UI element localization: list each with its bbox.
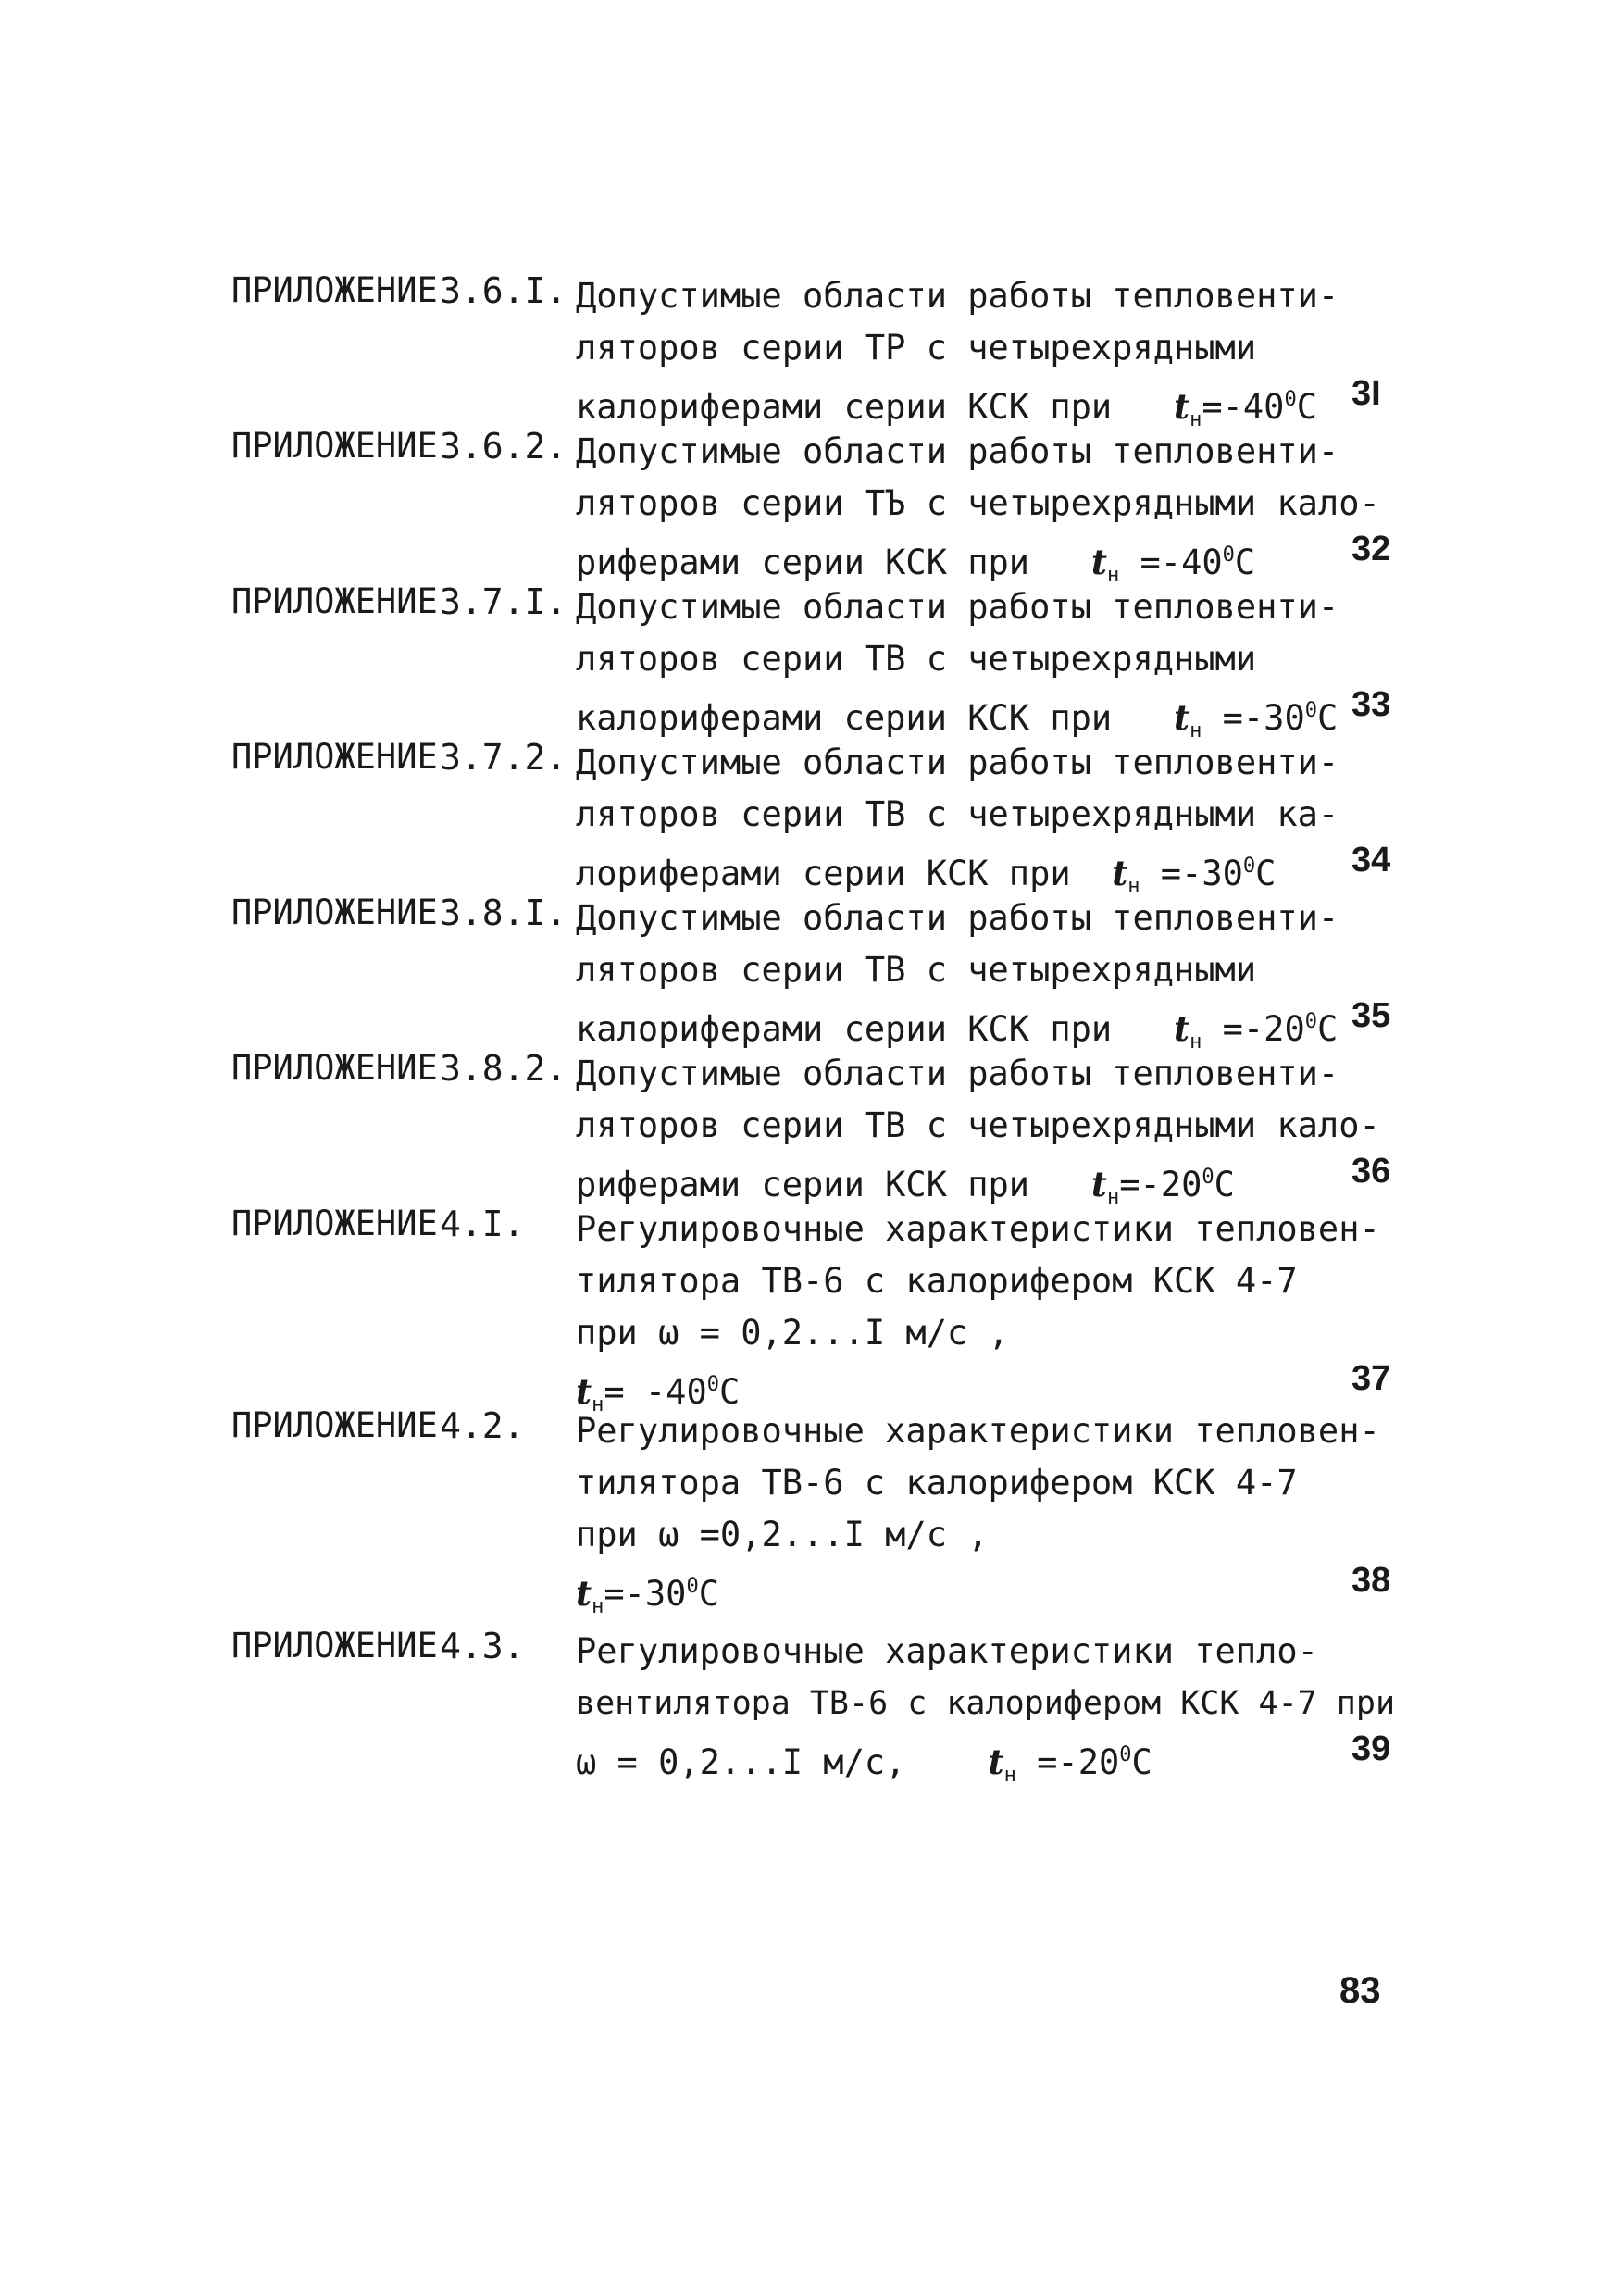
temperature-unit: С	[1255, 854, 1277, 893]
entry-number: 3.7.2.	[440, 737, 567, 778]
temperature-value: =-20	[1119, 1165, 1202, 1204]
temperature-subscript: н	[1189, 1030, 1202, 1054]
entry-label: ПРИЛОЖЕНИЕ	[231, 1204, 438, 1243]
entry-line: Допустимые области работы тепловенти-	[576, 898, 1339, 938]
temperature-value: =-40	[1202, 387, 1285, 427]
toc-entry	[231, 270, 1389, 437]
entry-line: ляторов серии ТВ с четырехрядными	[576, 950, 1257, 990]
entry-description	[576, 581, 1353, 742]
temperature-unit: С	[1317, 1009, 1339, 1049]
temperature-unit: С	[1234, 543, 1256, 582]
entry-number: 3.8.2.	[440, 1048, 567, 1089]
page-reference: 32	[1351, 530, 1391, 568]
entry-line	[576, 1359, 1353, 1416]
toc-entry	[231, 1405, 1389, 1618]
temperature-value: =-30	[1140, 854, 1243, 893]
temperature-value: =-20	[1202, 1009, 1305, 1049]
entry-description	[576, 892, 1353, 1054]
page-reference: 35	[1351, 996, 1391, 1035]
entry-line: Регулировочные характеристики тепловен-	[576, 1411, 1380, 1451]
temperature-value: =-30	[1202, 698, 1305, 738]
temperature-unit: С	[1214, 1165, 1235, 1204]
entry-line	[576, 996, 1353, 1054]
entry-description	[576, 737, 1353, 898]
entry-number: 3.6.2.	[440, 426, 567, 467]
entry-number: 4.2.	[440, 1405, 525, 1446]
entry-line: Допустимые области работы тепловенти-	[576, 276, 1339, 316]
degree-superscript: 0	[706, 1373, 719, 1396]
temperature-value: = -40	[604, 1372, 707, 1412]
page-reference: 38	[1351, 1561, 1391, 1600]
page-number: 83	[1339, 1970, 1381, 2011]
entry-label: ПРИЛОЖЕНИЕ	[231, 892, 438, 932]
entry-line-text: калориферами серии КСК при	[576, 698, 1113, 738]
entry-line: Допустимые области работы тепловенти-	[576, 431, 1339, 471]
entry-number: 4.3.	[440, 1626, 525, 1666]
entry-line	[576, 374, 1353, 431]
toc-entry	[231, 426, 1389, 593]
degree-superscript: 0	[1284, 388, 1297, 411]
entry-line	[576, 1729, 1353, 1787]
entry-line: вентилятора ТВ-6 с калорифером КСК 4-7 при	[576, 1685, 1396, 1722]
temperature-symbol: t	[576, 1371, 592, 1412]
entry-line: ляторов серии ТВ с четырехрядными кало-	[576, 1105, 1380, 1145]
temperature-symbol: t	[988, 1741, 1004, 1782]
temperature-subscript: н	[592, 1595, 604, 1618]
entry-line: ляторов серии ТВ с четырехрядными	[576, 639, 1257, 679]
temperature-subscript: н	[1107, 1186, 1120, 1209]
temperature-symbol: t	[1174, 386, 1190, 427]
entry-line: ляторов серии ТЪ с четырехрядными кало-	[576, 483, 1380, 523]
temperature-unit: С	[698, 1574, 719, 1614]
toc-entry	[231, 1048, 1389, 1215]
entry-line	[576, 1152, 1353, 1209]
page-reference: 33	[1351, 685, 1391, 724]
entry-line-text: риферами серии КСК при	[576, 1165, 1030, 1204]
entry-line: ляторов серии ТР с четырехрядными	[576, 328, 1257, 368]
temperature-value: =-20	[1015, 1742, 1120, 1782]
degree-superscript: 0	[1222, 543, 1235, 567]
entry-line	[576, 1561, 1353, 1618]
page-reference: 39	[1351, 1729, 1391, 1768]
temperature-unit: С	[1317, 698, 1339, 738]
entry-line-text: калориферами серии КСК при	[576, 387, 1113, 427]
temperature-subscript: н	[592, 1393, 604, 1416]
entry-label: ПРИЛОЖЕНИЕ	[231, 1048, 438, 1088]
entry-label: ПРИЛОЖЕНИЕ	[231, 737, 438, 777]
degree-superscript: 0	[1242, 855, 1256, 878]
entry-line: при ω = 0,2...I м/с ,	[576, 1313, 1009, 1353]
temperature-value: =-30	[604, 1574, 687, 1614]
entry-label: ПРИЛОЖЕНИЕ	[231, 1626, 438, 1666]
entry-line	[576, 841, 1353, 898]
temperature-symbol: t	[576, 1573, 592, 1614]
entry-line: Допустимые области работы тепловенти-	[576, 742, 1339, 782]
temperature-subscript: н	[1127, 875, 1140, 898]
entry-line: Допустимые области работы тепловенти-	[576, 587, 1339, 627]
temperature-symbol: t	[1112, 853, 1128, 893]
entry-label: ПРИЛОЖЕНИЕ	[231, 1405, 438, 1445]
degree-superscript: 0	[1202, 1166, 1214, 1189]
temperature-subscript: н	[1107, 564, 1120, 587]
entry-number: 3.6.I.	[440, 270, 567, 311]
degree-superscript: 0	[686, 1575, 699, 1598]
entry-line	[576, 530, 1353, 587]
entry-line	[576, 685, 1353, 742]
entry-line: тилятора ТВ-6 с калорифером КСК 4-7	[576, 1261, 1298, 1301]
entry-description	[576, 270, 1353, 431]
entry-line-text: риферами серии КСК при	[576, 543, 1030, 582]
temperature-symbol: t	[1174, 1008, 1190, 1049]
temperature-value: =-40	[1119, 543, 1223, 582]
entry-label: ПРИЛОЖЕНИЕ	[231, 270, 438, 310]
entry-line-text: ω = 0,2...I м/с,	[576, 1742, 906, 1782]
entry-number: 3.7.I.	[440, 581, 567, 622]
entry-line-text: калориферами серии КСК при	[576, 1009, 1113, 1049]
entry-line: ляторов серии ТВ с четырехрядными ка-	[576, 794, 1339, 834]
toc-entry	[231, 581, 1389, 748]
toc-entry	[231, 892, 1389, 1059]
entry-number: 4.I.	[440, 1204, 525, 1244]
toc-entry	[231, 1204, 1389, 1416]
toc-entry	[231, 1626, 1396, 1792]
temperature-unit: С	[1131, 1742, 1152, 1782]
temperature-symbol: t	[1090, 542, 1107, 582]
entry-line: Допустимые области работы тепловенти-	[576, 1054, 1339, 1093]
degree-superscript: 0	[1119, 1743, 1132, 1766]
degree-superscript: 0	[1304, 1010, 1317, 1033]
entry-line: при ω =0,2...I м/с ,	[576, 1515, 989, 1554]
temperature-subscript: н	[1189, 719, 1202, 742]
entry-line: тилятора ТВ-6 с калорифером КСК 4-7	[576, 1463, 1298, 1503]
temperature-symbol: t	[1174, 697, 1190, 738]
temperature-unit: С	[1296, 387, 1317, 427]
page-reference: 37	[1351, 1359, 1391, 1398]
entry-line: Регулировочные характеристики тепло-	[576, 1631, 1318, 1671]
page-reference: 3I	[1351, 374, 1381, 413]
page-reference: 34	[1351, 841, 1391, 880]
entry-line: Регулировочные характеристики тепловен-	[576, 1209, 1380, 1249]
entry-line-text: лориферами серии КСК при	[576, 854, 1071, 893]
toc-entry	[231, 737, 1389, 904]
entry-number: 3.8.I.	[440, 892, 567, 933]
entry-label: ПРИЛОЖЕНИЕ	[231, 426, 438, 466]
page-reference: 36	[1351, 1152, 1391, 1191]
degree-superscript: 0	[1304, 699, 1317, 722]
entry-label: ПРИЛОЖЕНИЕ	[231, 581, 438, 621]
temperature-symbol: t	[1090, 1164, 1107, 1204]
temperature-unit: С	[718, 1372, 741, 1412]
temperature-subscript: н	[1003, 1764, 1016, 1787]
temperature-subscript: н	[1189, 408, 1202, 431]
